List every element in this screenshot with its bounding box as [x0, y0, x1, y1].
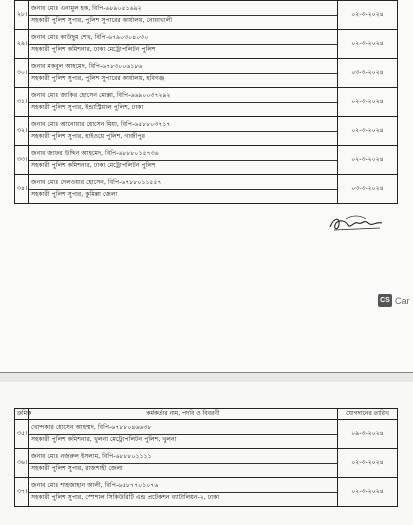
- officer-designation: সহকারী পুলিশ সুপার, রাজশাহী জেলা: [29, 463, 337, 473]
- serial-number: ৩৫।: [15, 420, 29, 449]
- officer-designation: সহকারী পুলিশ সুপার, স্পেশাল সিকিউরিটি এন্ড প্রটেকশন ব্যাটালিয়ন-২, ঢাকা: [29, 492, 337, 502]
- officer-designation: সহকারী পুলিশ কমিশনার, ঢাকা মেট্রোপলিটন পুলিশ: [29, 160, 337, 170]
- officer-details: [29, 175, 338, 204]
- officer-name: জনাব মোঃ আনোয়ার হোসেন মিয়া, বিপি-৬৫৮৮০৩৭১৭: [31, 121, 171, 128]
- table-row: [15, 175, 398, 204]
- officer-designation: সহকারী পুলিশ কমিশনার, খুলনা মেট্রোপলিটন পুলিশ, খুলনা: [29, 434, 337, 444]
- table-row: [15, 449, 398, 478]
- signature-image: [326, 211, 386, 235]
- officer-details: [29, 478, 338, 507]
- officer-name: জনাব মোঃ এনামুল হক, বিপি-৬৮৯০৫১৬৯২: [31, 5, 142, 12]
- table-row: [15, 1, 398, 30]
- header-joining-date: যোগদানের তারিখ: [338, 409, 398, 420]
- serial-number: ৩৪।: [15, 175, 29, 204]
- table-body: [15, 420, 398, 507]
- table-body: [15, 1, 398, 204]
- officer-details: [29, 30, 338, 59]
- camscanner-logo: CS: [378, 294, 392, 307]
- serial-number: ৩০।: [15, 59, 29, 88]
- header-description: কর্মকর্তার নাম, পদবি ও বিবরণী: [29, 409, 338, 420]
- table-row: [15, 59, 398, 88]
- table-row: [15, 30, 398, 59]
- table-row: [15, 88, 398, 117]
- officer-name: জনাব মোঃ জাকির হোসেন মোল্লা, বিপি-৬৬৯০০৩৭২৯২: [31, 92, 171, 99]
- serial-number: ২৮।: [15, 1, 29, 30]
- table-row: [15, 146, 398, 175]
- joining-date: ০২-৩-২০২৪: [338, 449, 398, 478]
- joining-date: ০২-৩-২০২৪: [338, 88, 398, 117]
- officer-name: জনাব মোঃ নজরুল ইসলাম, বিপি-৬৮৮৮০১১১১: [31, 453, 152, 460]
- officer-details: [29, 146, 338, 175]
- joining-date: ০৩-৩-২০২৪: [338, 59, 398, 88]
- joining-date: ০২-৩-২০২৪: [338, 30, 398, 59]
- officer-details: [29, 59, 338, 88]
- joining-date: ০৩-৩-২০২৪: [338, 175, 398, 204]
- officer-name: জনাব মোঃ দেলওয়ার হোসেন, বিপি-৬৭৮৮০১১৫৫৭: [31, 179, 162, 186]
- joining-date: ০৯-৩-২০২৪: [338, 420, 398, 449]
- table-row: [15, 420, 398, 449]
- serial-number: ৩২।: [15, 117, 29, 146]
- officer-designation: সহকারী পুলিশ কমিশনার, ঢাকা মেট্রোপলিটন পুলিশ: [29, 44, 337, 54]
- table-row: [15, 117, 398, 146]
- joining-date: ০২-৩-২০২৪: [338, 478, 398, 507]
- table-row: [15, 478, 398, 507]
- officer-details: [29, 88, 338, 117]
- officer-table-page-1: [14, 0, 398, 204]
- officer-details: [29, 1, 338, 30]
- officer-details: [29, 449, 338, 478]
- officer-table-page-2: [14, 408, 398, 507]
- officer-details: [29, 420, 338, 449]
- officer-designation: সহকারী পুলিশ সুপার, ইন্ডাস্ট্রিয়াল পুলিশ, ঢাকা: [29, 102, 337, 112]
- officer-details: [29, 117, 338, 146]
- serial-number: ৩৩।: [15, 146, 29, 175]
- header-serial: ক্রমিক: [15, 409, 29, 420]
- serial-number: ৩১।: [15, 88, 29, 117]
- officer-name: জনাব মকবুল আহমেদ, বিপি-৬৭৮৩০০৬১৮৬: [31, 63, 143, 70]
- officer-name: জনাব জাফর উদ্দিন আহমেদ, বিপি-৬৮৮৮০১৫৭৩৬: [31, 150, 159, 157]
- officer-designation: সহকারী পুলিশ সুপার, কুমিল্লা জেলা: [29, 189, 337, 199]
- officer-designation: সহকারী পুলিশ সুপার, পুলিশ সুপারের কার্যালয়, নোয়াখালী: [29, 15, 337, 25]
- serial-number: ২৯।: [15, 30, 29, 59]
- joining-date: ০২-৩-২০২৪: [338, 146, 398, 175]
- table-header-row: [15, 409, 398, 420]
- officer-name: জনাব মোঃ শাহজাহান আলী, বিপি-৬৫৮৭৭০১০৭৬: [31, 482, 159, 489]
- joining-date: ০২-৩-২০২৪: [338, 1, 398, 30]
- serial-number: ৩৭।: [15, 478, 29, 507]
- officer-name: জনাব মোঃ কাউছুম শেখ, বিপি-৬৭৯০৩০৪০৩০: [31, 34, 149, 41]
- officer-name: খোন্দকার হোসেন আহম্মদ, বিপি-৬৭৮৮০৪৬৬৩৮: [31, 424, 152, 431]
- document-page-2: [0, 382, 413, 525]
- joining-date: ০২-৩-২০২৪: [338, 117, 398, 146]
- scanner-watermark: [378, 294, 410, 307]
- serial-number: ৩৬।: [15, 449, 29, 478]
- officer-designation: সহকারী পুলিশ সুপার, পুলিশ সুপারের কার্যালয়, হবিগঞ্জ: [29, 73, 337, 83]
- officer-designation: সহকারী পুলিশ সুপার, হাইওয়ে পুলিশ, গাজীপুর: [29, 131, 337, 141]
- watermark-text: Car: [395, 295, 410, 306]
